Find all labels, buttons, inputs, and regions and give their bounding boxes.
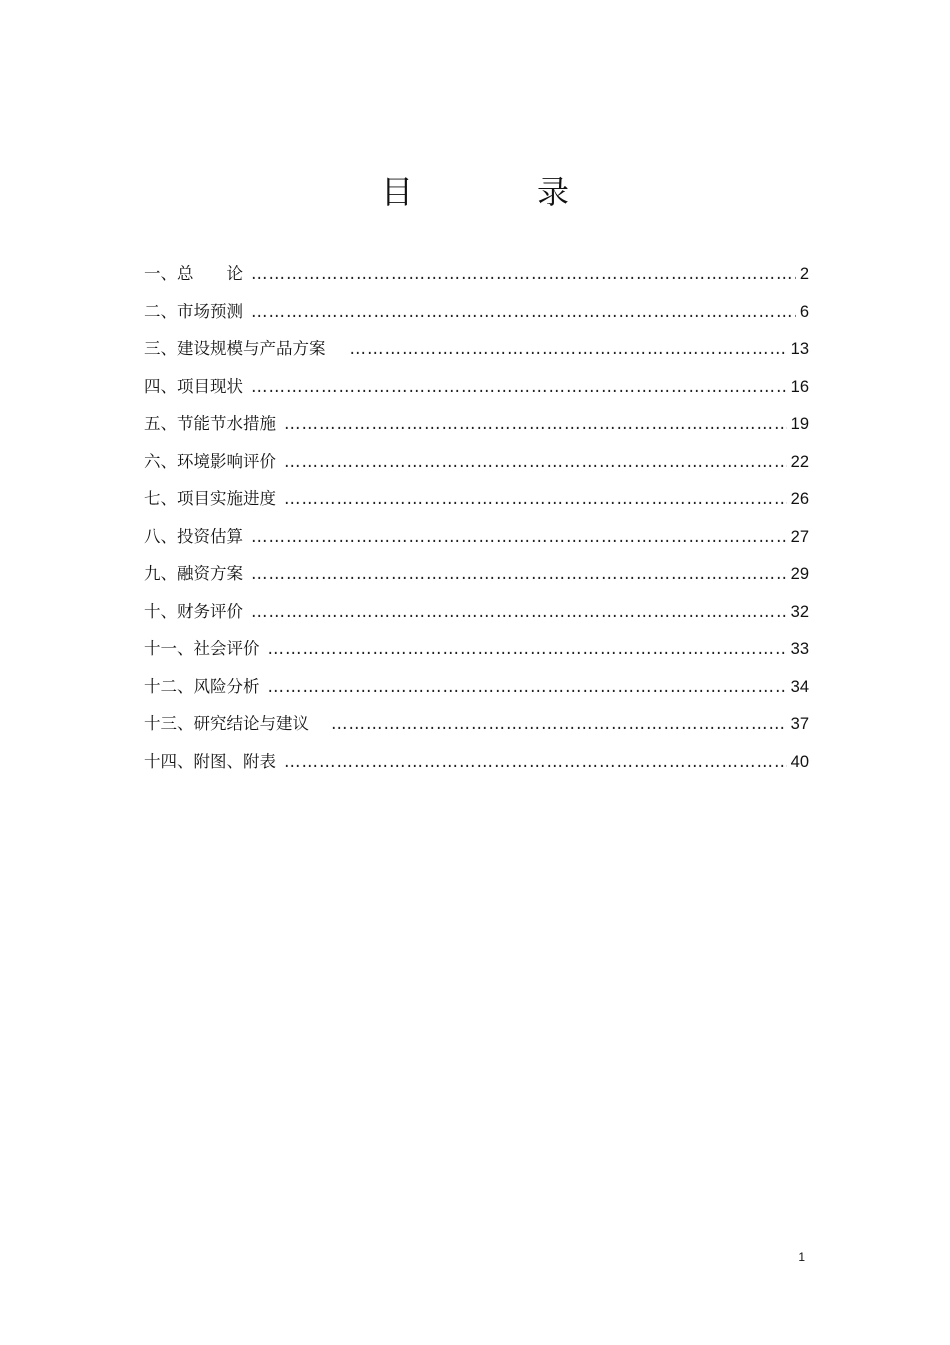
toc-entry-page: 19 (790, 415, 809, 433)
toc-leader-dots (251, 255, 796, 293)
toc-entry[interactable] (144, 705, 809, 743)
toc-entry-label: 四、项目现状 (144, 376, 243, 396)
toc-leader-dots (251, 368, 787, 406)
toc-entry-page: 40 (790, 752, 809, 771)
toc-entry-label: 九、融资方案 (144, 564, 243, 583)
toc-leader-dots (251, 293, 796, 331)
toc-entry-label: 十、财务评价 (144, 601, 243, 621)
toc-leader-dots (251, 518, 787, 556)
toc-leader-dots (284, 405, 787, 443)
toc-entry-label: 七、项目实施进度 (144, 489, 276, 508)
toc-entry[interactable] (144, 593, 809, 631)
toc-entry[interactable] (144, 443, 809, 481)
toc-entry-label: 八、投资估算 (144, 526, 243, 546)
toc-leader-dots (268, 630, 787, 668)
toc-entry-page: 27 (790, 527, 809, 546)
toc-leader-dots (284, 743, 787, 781)
page-number: 1 (798, 1250, 805, 1264)
toc-entry[interactable] (144, 555, 809, 593)
toc-leader-dots (284, 480, 787, 518)
toc-entry[interactable] (144, 743, 809, 781)
toc-entry-label: 一、总 论 (144, 264, 243, 283)
toc-entry[interactable] (144, 518, 809, 556)
page-title: 目 录 (380, 173, 615, 211)
toc-entry[interactable] (144, 630, 809, 668)
table-of-contents (144, 255, 809, 780)
toc-leader-dots (251, 593, 787, 631)
toc-leader-dots (350, 330, 787, 368)
toc-entry-label: 五、节能节水措施 (144, 414, 276, 433)
toc-entry-page: 22 (790, 452, 809, 471)
toc-entry-page: 13 (790, 340, 809, 358)
toc-entry[interactable] (144, 293, 809, 331)
toc-entry-label: 十三、研究结论与建议 (144, 714, 309, 733)
toc-entry-label: 十四、附图、附表 (144, 751, 276, 771)
toc-leader-dots (251, 555, 787, 593)
toc-entry-label: 二、市场预测 (144, 301, 243, 321)
toc-entry[interactable] (144, 668, 809, 706)
toc-entry-page: 34 (790, 677, 809, 696)
toc-entry-page: 16 (790, 377, 809, 396)
toc-entry-label: 六、环境影响评价 (144, 451, 276, 471)
toc-entry-page: 6 (799, 302, 809, 321)
toc-entry[interactable] (144, 368, 809, 406)
toc-entry-label: 三、建设规模与产品方案 (144, 339, 326, 358)
toc-entry-page: 32 (790, 602, 809, 621)
toc-entry[interactable] (144, 480, 809, 518)
toc-entry-page: 37 (790, 715, 809, 733)
toc-leader-dots (284, 443, 787, 481)
toc-leader-dots (268, 668, 787, 706)
toc-entry-label: 十一、社会评价 (144, 639, 260, 658)
toc-leader-dots (331, 705, 787, 743)
toc-entry-page: 29 (790, 565, 809, 583)
toc-entry[interactable] (144, 405, 809, 443)
toc-entry-page: 33 (790, 640, 809, 658)
toc-entry-page: 26 (790, 490, 809, 508)
toc-entry-page: 2 (799, 265, 809, 283)
toc-entry-label: 十二、风险分析 (144, 676, 260, 696)
toc-entry[interactable] (144, 255, 809, 293)
toc-entry[interactable] (144, 330, 809, 368)
